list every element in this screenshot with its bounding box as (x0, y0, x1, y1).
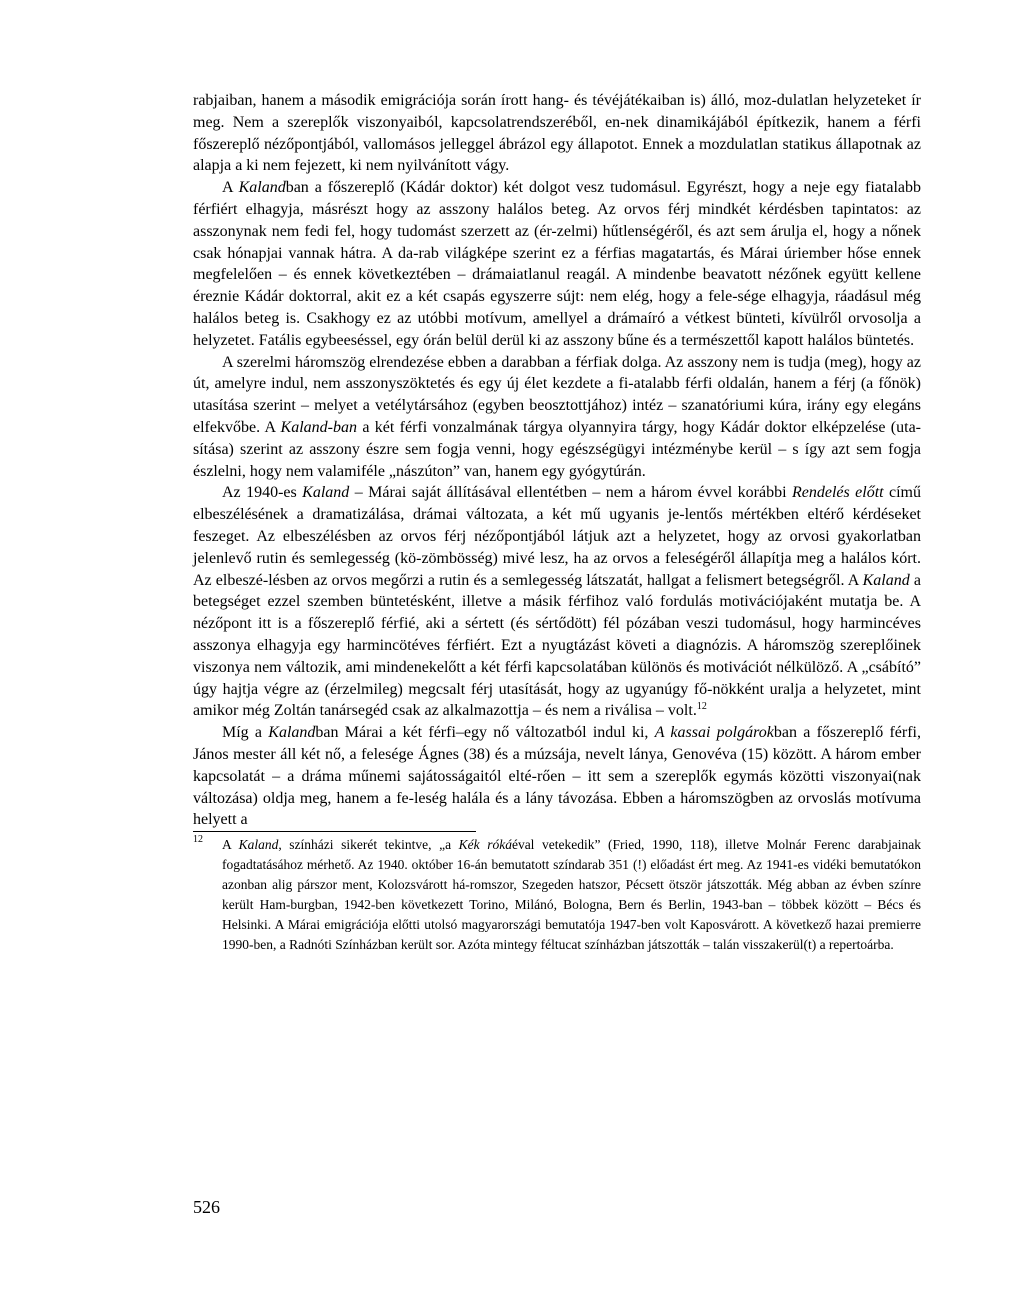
text-run: A szerelmi háromszög elrendezése ebben a darabban a férfiak dolga. Az asszony nem is tudja (meg), hogy az út, amelyre indul, nem asszonyszöktetés és egy új élet kezdete a fi-atalabb férfi oldalán, hanem a férj (a főnök) utasítása szerint – melyet a vetélytársához (egyben beosztottjához) intéz – szanatóriumi kúra, irány egy elegáns elfekvőbe. A (193, 353, 921, 436)
paragraph (193, 177, 921, 351)
footnote-divider (193, 831, 476, 832)
text-run: – Márai saját állításával ellentétben – nem a három évvel korábbi (349, 484, 792, 502)
italic-title: Kaland-ban (280, 418, 357, 436)
footnote-text (222, 835, 921, 955)
paragraph (193, 482, 921, 722)
main-text (193, 90, 921, 831)
paragraph (193, 352, 921, 483)
italic-title: Kaland (238, 179, 286, 197)
italic-title: Kaland (268, 724, 316, 742)
text-run: ban Márai a két férfi–egy nő változatból indul ki, (315, 724, 655, 742)
page-number: 526 (193, 1197, 220, 1217)
text-run: A (222, 179, 239, 197)
italic-title: A kassai polgárok (654, 724, 774, 742)
footnote (193, 835, 921, 955)
text-run: a két férfi vonzalmának tárgya olyannyira tárgy, hogy Kádár doktor elképzelése (uta-sítása) szerint az asszony észre sem fogja venni, hogy egészségügyi intézménybe kerül – s így azt sem fogja észlelni, hogy nem valamiféle „nászúton” van, hanem egy gyógytúrán. (193, 418, 921, 480)
footnote-marker: 12 (193, 834, 203, 845)
text-run: rabjaiban, hanem a második emigrációja során írott hang- és tévéjátékaiban is) álló, moz-dulatlan helyzeteket ír meg. Nem a szereplők viszonyaiból, kapcsolatrendszeréből, en-nek dinamikájából építkezik, hanem a férfi főszereplő nézőpontjából, vallomásos jelleggel ábrázol egy állapotot. Ennek a mozdulatlan statikus állapotnak az alapja a ki nem fejezett, ki nem nyilvánított vágy. (193, 92, 921, 175)
italic-title: Rendelés előtt (791, 484, 884, 502)
paragraph (193, 722, 921, 831)
text-run: éval vetekedik” (Fried, 1990, 118), illetve Molnár Ferenc darabjainak fogadtatásához mérhető. Az 1940. október 16-án bemutatott színdarab 351 (!) előadást ért meg. Az 1941-es vidéki bemutatókon azonban alig párszor ment, Kolozsvárott há-romszor, Szegeden hatszor, Pécsett ötször játszották. Még abban az évben színre került Ham-burgban, 1942-ben következett Torino, Milánó, Bologna, Bern és Berlin, 1943-ban – többek között – Bécs és Helsinki. A Márai emigrációja előtti utolsó magyarországi bemutatója 1947-ben volt Kaposvárott. A következő hazai premierre 1990-ben, a Radnóti Színházban került sor. Azóta mintegy féltucat színházban játszották – talán visszakerül(t) a repertoárba. (222, 837, 922, 952)
text-run: a betegséget ezzel szemben büntetésként, illetve a másik férfihoz való fordulás motivációjaként mutatja be. A nézőpont itt is a főszereplő férfié, aki a sértett (és sértődött) fél pózában veszi tudomásul, hogy harmincéves asszonya elhagyja egy harmincötéves férfiért. Ezt a nyugtázást követi a diagnózis. A háromszög szereplőinek viszonya nem változik, ami mindenekelőtt a két férfi kapcsolatában különös és motivációt nélkülöző. A „csábító” úgy hajtja végre az (érzelmileg) megcsalt férj utasítását, hogy az ugyanúgy fő-nökként uralja a helyzetet, mint amikor még Zoltán tanársegéd csak az alkalmazottja – és nem a riválisa – volt. (193, 571, 921, 720)
footnote-reference: 12 (696, 701, 707, 713)
text-run: A (222, 837, 239, 852)
text-run: ban a főszereplő férfi, János mester áll két nő, a felesége Ágnes (38) és a múzsája, nevelt lánya, Genovéva (15) között. A három ember kapcsolatát – a dráma műnemi sajátosságaitól elté-rően – itt sem a szereplők egymás közötti viszonyai(nak változása) oldja meg, hanem a fe-leség halála és a lány távozása. Ebben a háromszögben az orvoslás motívuma helyett a (193, 724, 921, 829)
italic-title: Kék róká (458, 837, 512, 852)
text-run: , színházi sikerét tekintve, „a (278, 837, 459, 852)
italic-title: Kaland (302, 484, 350, 502)
text-run: ban a főszereplő (Kádár doktor) két dolgot vesz tudomásul. Egyrészt, hogy a neje egy fiatalabb férfiért elhagyja, másrészt hogy az asszony halálos beteg. Az orvos férj mindkét kérdésben tapintatos: az asszonynak nem fedi fel, hogy tudomást szerzett az (ér-zelmi) hűtlenségéről, és azt sem árulja el, hogy a nőnek csak hónapjai vannak hátra. A da-rab világképe szerint ez a férfias magatartás, és Márai úriember hőse ennek megfelelően – és ennek következtében – drámaiatlanul reagál. A mindenbe beavatott nézőnek együtt kellene éreznie Kádár doktorral, akit ez a két csapás egyszerre sújt: nem elég, hogy a fele-sége elhagyja, ráadásul még halálos beteg is. Csakhogy ez az utóbbi motívum, amellyel a drámaíró a vétkest bünteti, kívülről orvosolja a helyzetet. Fatális egybeeséssel, egy órán belül derül ki az asszony bűne és a természettől kapott halálos büntetés. (193, 179, 921, 349)
paragraph (193, 90, 921, 177)
text-run: című elbeszélésének a dramatizálása, drámai változata, a két mű ugyanis je-lentős mértékben eltérő kérdéseket feszeget. Az elbeszélésben az orvos férj nézőpontjából látjuk azt a helyzetet, hogy az orvosi gyakorlatban jelenlevő rutin és semlegesség (kö-zömbösség) mivé lesz, ha az orvos a feleségéről állapítja meg a halálos kórt. Az elbeszé-lésben az orvos megőrzi a rutin és a semlegesség látszatát, hallgat a felismert betegségről. A (193, 484, 921, 589)
italic-title: Kaland (238, 837, 279, 852)
text-run: Az 1940-es (222, 484, 303, 502)
italic-title: Kaland (862, 571, 910, 589)
text-run: Míg a (222, 724, 269, 742)
